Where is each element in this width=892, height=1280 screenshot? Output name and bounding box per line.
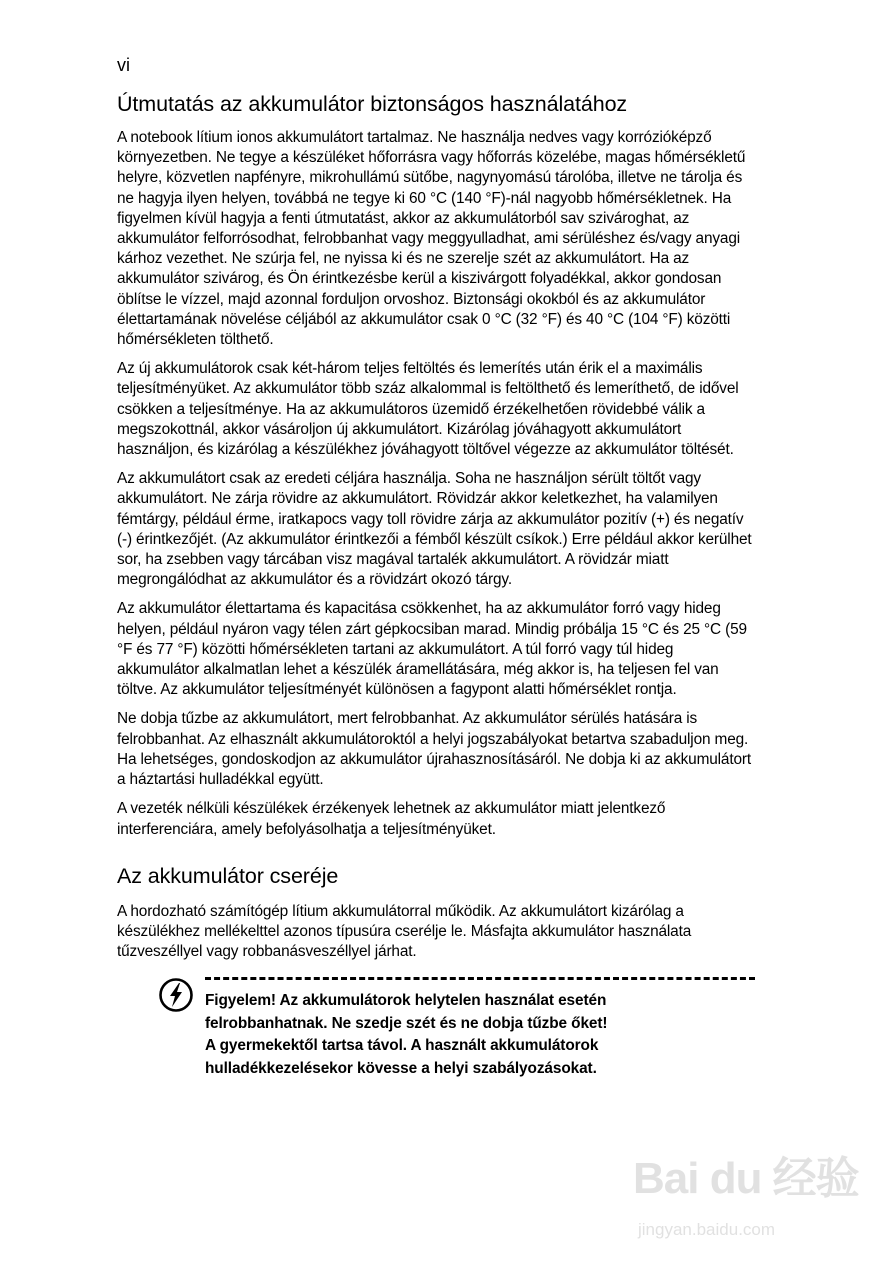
warning-line: hulladékkezelésekor kövesse a helyi szabályozásokat. [205,1059,597,1077]
baidu-watermark [633,1142,863,1252]
dashed-divider [205,977,755,980]
paragraph: Ne dobja tűzbe az akkumulátort, mert felrobbanhat. Az akkumulátor sérülés hatására is felrobbanhat. Az elhasznált akkumulátoroktól a helyi jogszabályokat betartva szabaduljon meg. Ha lehetséges, gondoskodjon az akkumulátor újrahasznosításáról. Ne dobja ki az akkumulátort a háztartási hulladékkal együtt. [117,710,751,789]
paragraph: Az új akkumulátorok csak két-három teljes feltöltés és lemerítés után érik el a maximális teljesítményüket. Az akkumulátor több száz alkalommal is feltölthető és lemeríthető, de idővel csökken a teljesítménye. Ha az akkumulátoros üzemidő érzékelhetően rövidebbé válik a megszokottnál, akkor vásároljon új akkumulátort. Kizárólag jóváhagyott akkumulátort használjon, és kizárólag a készülékhez jóváhagyott töltővel végezze az akkumulátor töltését. [117,360,739,459]
paragraph: A notebook lítium ionos akkumulátort tartalmaz. Ne használja nedves vagy korrózióképző környezetben. Ne tegye a készüléket hőforrásra vagy hőforrás közelébe, magas hőmérsékletű helyre, közvetlen napfényre, mikrohullámú sütőbe, nagynyomású tárolóba, illetve ne tárolja és ne hagyja ilyen helyen, továbbá ne tegye ki 60 °C (140 °F)-nál nagyobb hőmérsékletnek. Ha figyelmen kívül hagyja a fenti útmutatást, akkor az akkumulátorból sav szivároghat, az akkumulátor felforrósodhat, felrobbanhat vagy meggyulladhat, ami sérüléshez és/vagy anyagi kárhoz vezethet. Ne szúrja fel, ne nyissa ki és ne szerelje szét az akkumulátort. Ha az akkumulátor szivárog, és Ön érintkezésbe kerül a kiszivárgott folyadékkal, akkor gondosan öblítse le vízzel, majd azonnal forduljon orvoshoz. Biztonsági okokból és az akkumulátor élettartamának növelése céljából az akkumulátor csak 0 °C (32 °F) és 40 °C (104 °F) közötti hőmérsékleten tölthető. [117,129,746,349]
document-body [117,90,757,1080]
watermark-logo: Bai du 经验 [633,1154,859,1203]
lightning-warning-icon [158,977,194,1013]
page-number: vi [117,55,130,75]
paragraph: A hordozható számítógép lítium akkumulátorral működik. Az akkumulátort kizárólag a készülékhez mellékelttel azonos típusúra cserélje le. Másfajta akkumulátor használata tűzveszéllyel vagy robbanásveszéllyel járhat. [117,902,692,961]
paragraph: Az akkumulátort csak az eredeti céljára használja. Soha ne használjon sérült töltőt vagy akkumulátort. Ne zárja rövidre az akkumulátort. Rövidzár akkor keletkezhet, ha valamilyen fémtárgy, például érme, iratkapocs vagy toll rövidre zárja az akkumulátor pozitív (+) és negatív (-) érintkezőjét. (Az akkumulátor érintkezői a fémből készült csíkok.) Erre például akkor kerülhet sor, ha zsebben vagy tárcában visz magával tartalék akkumulátort. A rövidzár miatt megrongálódhat az akkumulátor és a rövidzárt okozó tárgy. [117,470,752,589]
section-title-battery-replacement: Az akkumulátor cseréje [117,863,339,888]
section-title-battery-safety: Útmutatás az akkumulátor biztonságos használatához [117,92,628,116]
warning-box [205,977,755,1080]
paragraph: A vezeték nélküli készülékek érzékenyek lehetnek az akkumulátor miatt jelentkező interferenciára, amely befolyásolhatja a teljesítményüket. [117,800,666,838]
warning-text [205,990,755,1080]
warning-line: felrobbanhatnak. Ne szedje szét és ne dobja tűzbe őket! [205,1014,608,1032]
warning-line: Figyelem! Az akkumulátorok helytelen használat esetén [205,992,607,1010]
watermark-url: jingyan.baidu.com [638,1220,776,1239]
paragraph: Az akkumulátor élettartama és kapacitása csökkenhet, ha az akkumulátor forró vagy hideg helyen, például nyáron vagy télen zárt gépkocsiban marad. Mindig próbálja 15 °C és 25 °C (59 °F és 77 °F) közötti hőmérsékleten tartani az akkumulátort. A túl forró vagy túl hideg akkumulátor alkalmatlan lehet a készülék áramellátására, még akkor is, ha teljesen fel van töltve. Az akkumulátor teljesítményét különösen a fagypont alatti hőmérséklet rontja. [117,600,747,699]
warning-line: A gyermekektől tartsa távol. A használt akkumulátorok [205,1037,599,1055]
